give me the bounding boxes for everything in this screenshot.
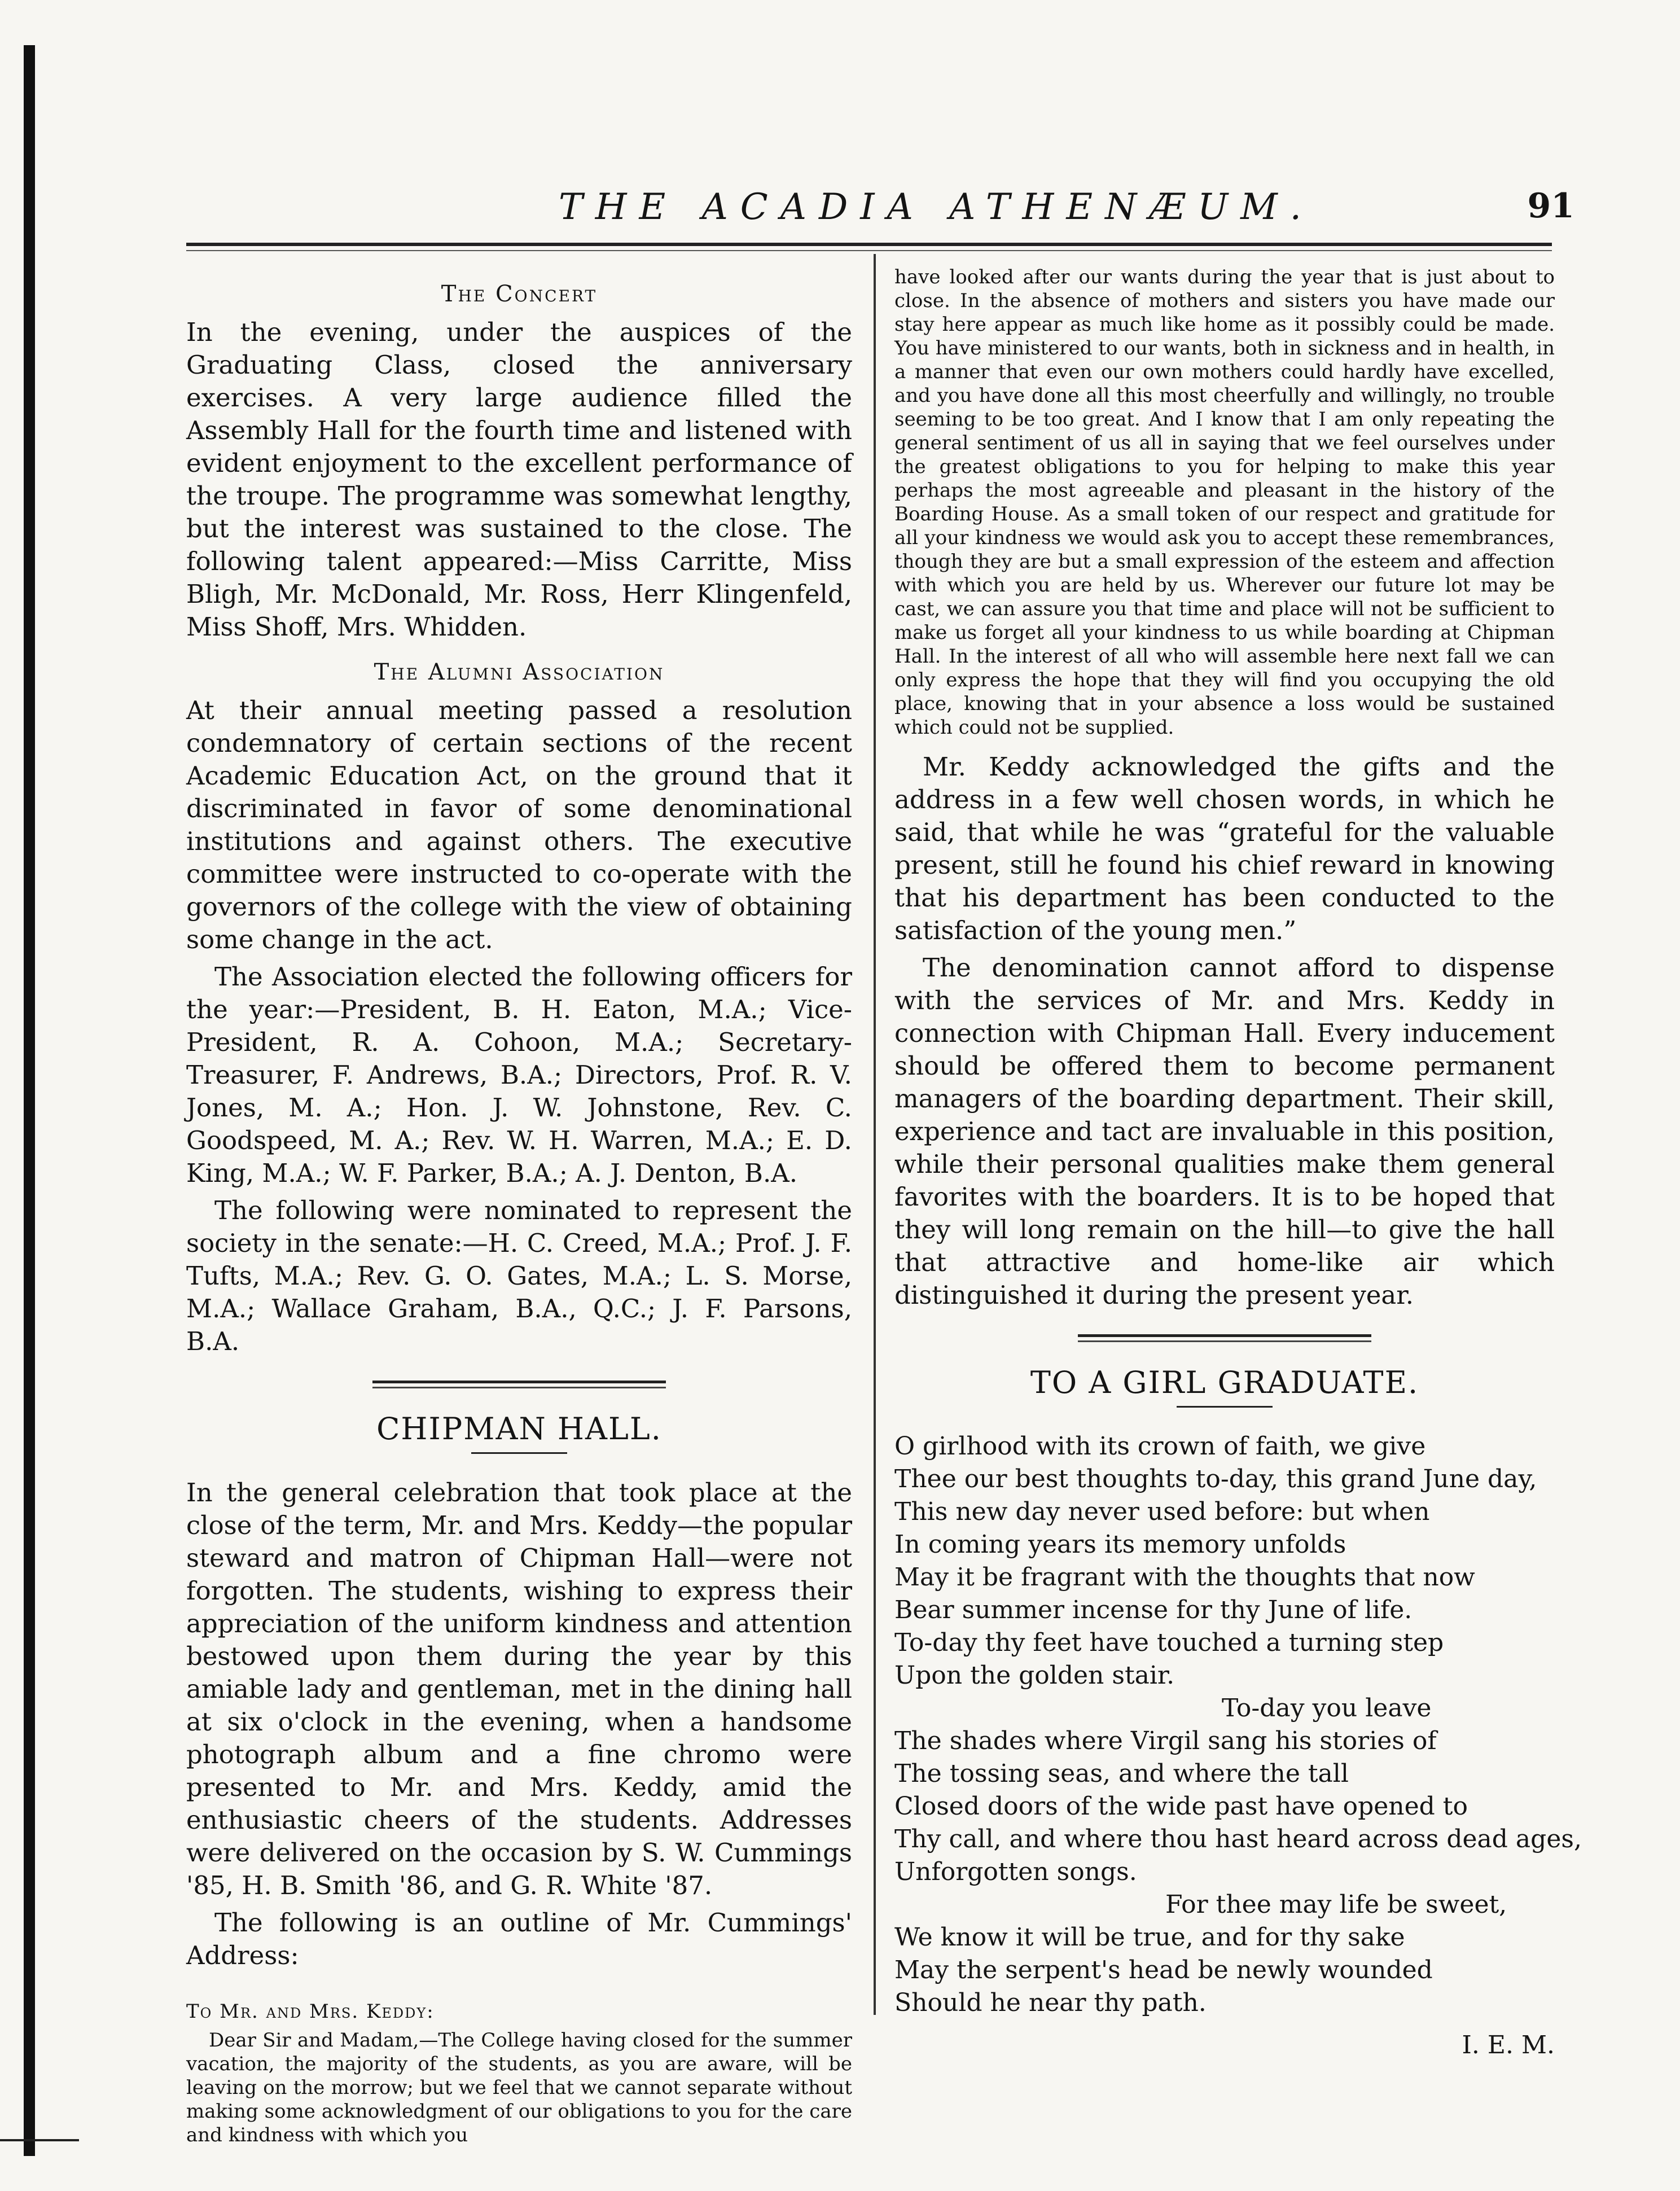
running-title: THE ACADIA ATHENÆUM.: [559, 186, 1314, 228]
chipman-paragraph-2: The following is an outline of Mr. Cummings' Address:: [186, 1908, 852, 1970]
poem-line: To-day thy feet have touched a turning step: [894, 1628, 1444, 1657]
column-divider: [874, 254, 876, 2015]
address-text-continued: have looked after our wants during the year that is just about to close. In the absence of mothers and sisters you have made our stay here appear as much like home as it possibly could be made. You have ministered to our wants, both in sickness and in health, in a manner that even our own mothers could hardly have excelled, and you have done all this most cheerfully and willingly, no trouble seeming to be too great. And I know that I am only repeating the general sentiment of us all in saying that we feel ourselves under the greatest obligations to you for helping to make this year perhaps the most agreeable and pleasant in the history of the Boarding House. As a small token of our respect and gratitude for all your kindness we would ask you to accept these remembrances, though they are but a small expression of the esteem and affection with which you are held by us. Wherever our future lot may be cast, we can assure you that time and place will not be sufficient to make us forget all your kindness to us while boarding at Chipman Hall. In the interest of all who will assemble here next fall we can only express the hope that they will find you occupying the old place, knowing that in your absence a loss would be sustained which could not be supplied.: [894, 266, 1555, 739]
bottom-edge-rule: [0, 2139, 79, 2141]
poem-line: May the serpent's head be newly wounded: [894, 1956, 1433, 1984]
keddy-paragraph: Mr. Keddy acknowledged the gifts and the address in a few well chosen words, in which he said, that while he was “grateful for the valuable present, still he found his chief reward in knowing that his department has been conducted to the satisfaction of the young men.”: [894, 752, 1555, 945]
poem-line: The tossing seas, and where the tall: [894, 1759, 1349, 1788]
poem-title-rule: [1177, 1406, 1273, 1408]
page-edge-bar: [24, 45, 35, 2156]
alumni-heading: The Alumni Association: [374, 659, 665, 685]
title-rule: [471, 1452, 567, 1454]
poem-line: Thy call, and where thou hast heard across dead ages,: [894, 1825, 1582, 1853]
poem-line: This new day never used before: but when: [894, 1497, 1430, 1526]
poem-line: Unforgotten songs.: [894, 1857, 1137, 1886]
concert-paragraph: In the evening, under the auspices of the Graduating Class, closed the anniversary exercises. A very large audience filled the Assembly Hall for the fourth time and listened with evident enjoyment to the excellent performance of the troupe. The programme was somewhat lengthy, but the interest was sustained to the close. The following talent appeared:—Miss Carritte, Miss Bligh, Mr. McDonald, Mr. Ross, Herr Klingenfeld, Miss Shoff, Mrs. Whidden.: [186, 317, 852, 642]
page-header: [186, 181, 1574, 243]
alumni-paragraph-2: The Association elected the following officers for the year:—President, B. H. Eaton, M.A.; Vice-President, R. A. Cohoon, M.A.; Secretary-Treasurer, F. Andrews, B.A.; Directors, Prof. R. V. Jones, M. A.; Hon. J. W. Johnstone, Rev. C. Goodspeed, M. A.; Rev. W. H. Warren, M.A.; E. D. King, M.A.; W. F. Parker, B.A.; A. J. Denton, B.A.: [186, 962, 852, 1188]
poem-line: O girlhood with its crown of faith, we give: [894, 1432, 1426, 1461]
poem-line: The shades where Virgil sang his stories of: [894, 1726, 1437, 1755]
section-rule: [372, 1381, 666, 1388]
poem-line: Closed doors of the wide past have opened to: [894, 1792, 1468, 1821]
left-column: [186, 265, 852, 2153]
denomination-paragraph: The denomination cannot afford to dispense with the services of Mr. and Mrs. Keddy in connection with Chipman Hall. Every inducement should be offered them to become permanent managers of the boarding department. Their skill, experience and tact are invaluable in this position, while their personal qualities make them general favorites with the boarders. It is to be hoped that they will long remain on the hill—to give the hall that attractive and home-like air which distinguished it during the present year.: [894, 953, 1555, 1310]
poem-line: Should he near thy path.: [894, 1988, 1207, 2017]
poem-line: Upon the golden stair.: [894, 1661, 1175, 1690]
poem-signature: I. E. M.: [1462, 2031, 1555, 2059]
header-rule: [186, 243, 1552, 246]
poem-line: In coming years its memory unfolds: [894, 1530, 1346, 1559]
poem-line: Bear summer incense for thy June of life.: [894, 1596, 1413, 1624]
poem-title: TO A GIRL GRADUATE.: [1030, 1365, 1419, 1400]
poem: [894, 1430, 1582, 2019]
right-column: [894, 265, 1582, 2059]
chipman-hall-title: CHIPMAN HALL.: [376, 1411, 662, 1447]
poem-line: May it be fragrant with the thoughts that now: [894, 1563, 1475, 1592]
poem-line: We know it will be true, and for thy sake: [894, 1923, 1405, 1952]
header-rule-thin: [186, 250, 1552, 251]
poem-line: Thee our best thoughts to-day, this grand June day,: [894, 1465, 1537, 1493]
poem-line-indented: To-day you leave: [1222, 1694, 1432, 1723]
address-text-start: Dear Sir and Madam,—The College having closed for the summer vacation, the majority of the students, as you are aware, will be leaving on the morrow; but we feel that we cannot separate without making some acknowledgment of our obligations to you for the care and kindness with which you: [186, 2029, 852, 2146]
alumni-paragraph-3: The following were nominated to represent the society in the senate:—H. C. Creed, M.A.; Prof. J. F. Tufts, M.A.; Rev. G. O. Gates, M.A.; L. S. Morse, M.A.; Wallace Graham, B.A., Q.C.; J. F. Parsons, B.A.: [186, 1195, 852, 1356]
section-rule-right: [1078, 1334, 1371, 1342]
address-salutation: To Mr. and Mrs. Keddy:: [186, 2000, 435, 2023]
poem-line-indented: For thee may life be sweet,: [1165, 1890, 1507, 1919]
concert-heading: The Concert: [441, 281, 598, 307]
alumni-paragraph-1: At their annual meeting passed a resolution condemnatory of certain sections of the recent Academic Education Act, on the ground that it discriminated in favor of some denominational institutions and against others. The executive committee were instructed to co-operate with the governors of the college with the view of obtaining some change in the act.: [186, 695, 852, 954]
page-number: 91: [1527, 186, 1574, 226]
chipman-paragraph-1: In the general celebration that took place at the close of the term, Mr. and Mrs. Keddy—the popular steward and matron of Chipman Hall—were not forgotten. The students, wishing to express their appreciation of the uniform kindness and attention bestowed upon them during the year by this amiable lady and gentleman, met in the dining hall at six o'clock in the evening, when a handsome photograph album and a fine chromo were presented to Mr. and Mrs. Keddy, amid the enthusiastic cheers of the students. Addresses were delivered on the occasion by S. W. Cummings '85, H. B. Smith '86, and G. R. White '87.: [186, 1478, 852, 1900]
